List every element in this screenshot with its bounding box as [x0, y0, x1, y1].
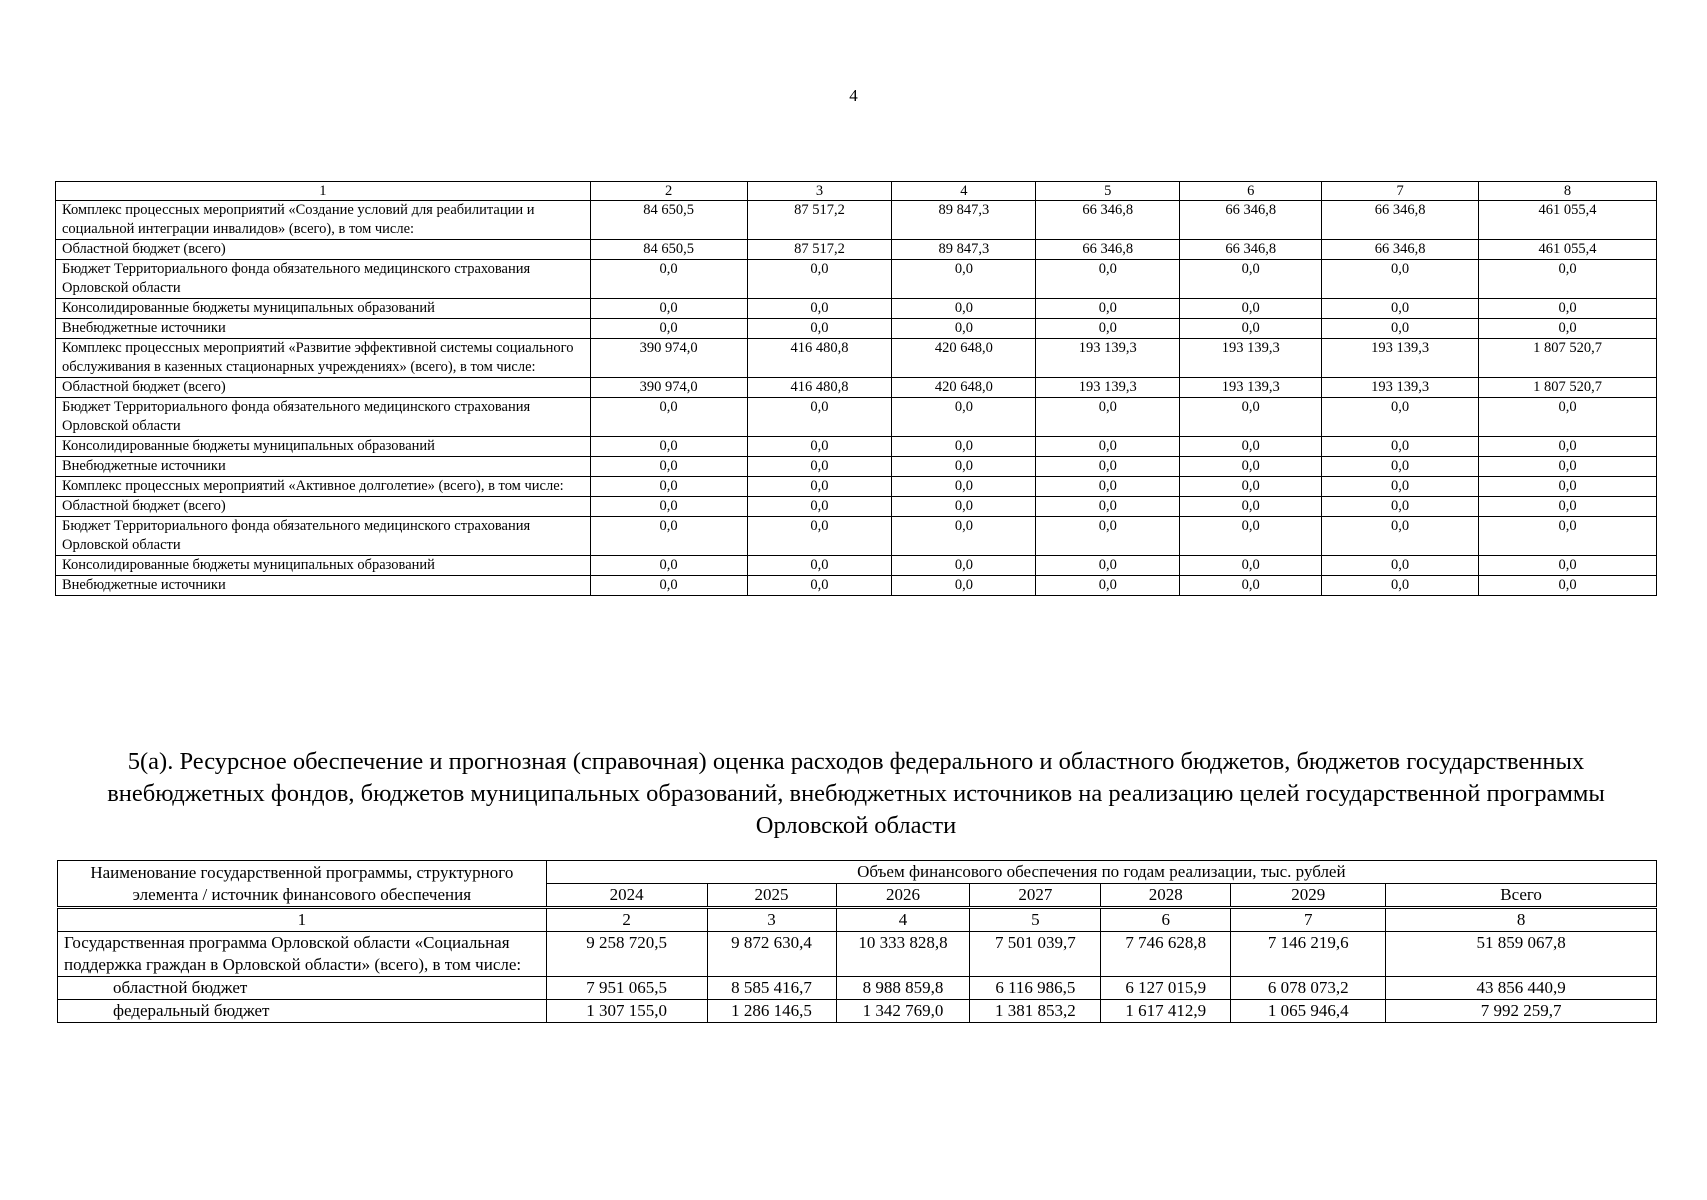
value-cell: 0,0	[892, 457, 1036, 477]
value-cell: 193 139,3	[1322, 339, 1479, 378]
value-cell: 0,0	[892, 477, 1036, 497]
column-number: 3	[707, 908, 836, 932]
value-cell: 0,0	[747, 398, 892, 437]
row-name: Внебюджетные источники	[56, 457, 591, 477]
row-name: Консолидированные бюджеты муниципальных образований	[56, 299, 591, 319]
year-header: 2028	[1101, 884, 1231, 908]
value-cell: 0,0	[747, 556, 892, 576]
value-cell: 0,0	[747, 576, 892, 596]
value-cell: 461 055,4	[1479, 240, 1657, 260]
value-cell: 0,0	[1479, 457, 1657, 477]
value-cell: 0,0	[892, 398, 1036, 437]
table-row	[56, 457, 1657, 477]
table-row	[56, 517, 1657, 556]
value-cell: 0,0	[1322, 497, 1479, 517]
column-number: 2	[546, 908, 707, 932]
value-cell: 0,0	[1479, 576, 1657, 596]
value-cell: 1 617 412,9	[1101, 1000, 1231, 1023]
value-cell: 0,0	[1036, 477, 1180, 497]
value-cell: 0,0	[1180, 299, 1322, 319]
table-row	[56, 260, 1657, 299]
value-cell: 9 872 630,4	[707, 932, 836, 977]
value-cell: 0,0	[1322, 556, 1479, 576]
value-cell: 0,0	[1180, 556, 1322, 576]
column-number: 3	[747, 182, 892, 201]
value-cell: 66 346,8	[1180, 201, 1322, 240]
value-cell: 193 139,3	[1036, 378, 1180, 398]
value-cell: 0,0	[1180, 576, 1322, 596]
value-cell: 0,0	[892, 437, 1036, 457]
value-cell: 461 055,4	[1479, 201, 1657, 240]
value-cell: 6 127 015,9	[1101, 977, 1231, 1000]
table-header-row	[58, 861, 1657, 884]
row-name: Областной бюджет (всего)	[56, 240, 591, 260]
value-cell: 193 139,3	[1036, 339, 1180, 378]
value-cell: 8 988 859,8	[836, 977, 970, 1000]
section-title: 5(а). Ресурсное обеспечение и прогнозная (справочная) оценка расходов федерального и областного бюджетов, бюджетов государственных внебюджетных фондов, бюджетов муниципальных образований, внебюджетных источников на реализацию целей государственной программы Орловской области	[107, 748, 1605, 839]
value-cell: 0,0	[1479, 556, 1657, 576]
value-cell: 0,0	[1479, 497, 1657, 517]
value-cell: 0,0	[1180, 437, 1322, 457]
value-cell: 0,0	[892, 497, 1036, 517]
table-row	[56, 556, 1657, 576]
table-row	[56, 497, 1657, 517]
year-header: 2029	[1231, 884, 1386, 908]
value-cell: 0,0	[747, 457, 892, 477]
value-cell: 0,0	[1322, 576, 1479, 596]
value-cell: 0,0	[1036, 299, 1180, 319]
value-cell: 0,0	[747, 319, 892, 339]
row-name: Внебюджетные источники	[56, 576, 591, 596]
value-cell: 8 585 416,7	[707, 977, 836, 1000]
value-cell: 66 346,8	[1322, 240, 1479, 260]
column-numbers-row	[56, 182, 1657, 201]
table-row	[56, 240, 1657, 260]
value-cell: 0,0	[590, 556, 747, 576]
value-cell: 89 847,3	[892, 201, 1036, 240]
column-number: 5	[970, 908, 1101, 932]
table-row	[58, 1000, 1657, 1023]
value-cell: 9 258 720,5	[546, 932, 707, 977]
value-cell: 0,0	[1036, 576, 1180, 596]
value-cell: 84 650,5	[590, 240, 747, 260]
value-cell: 1 381 853,2	[970, 1000, 1101, 1023]
value-cell: 84 650,5	[590, 201, 747, 240]
value-cell: 0,0	[590, 477, 747, 497]
value-cell: 0,0	[1036, 517, 1180, 556]
year-header: 2025	[707, 884, 836, 908]
year-header: 2027	[970, 884, 1101, 908]
year-header: 2024	[546, 884, 707, 908]
table-row	[56, 299, 1657, 319]
value-cell: 10 333 828,8	[836, 932, 970, 977]
resource-provision-table	[57, 860, 1657, 1023]
table-row	[56, 378, 1657, 398]
value-cell: 0,0	[1479, 437, 1657, 457]
value-cell: 0,0	[747, 477, 892, 497]
table-row	[56, 319, 1657, 339]
value-cell: 0,0	[1322, 260, 1479, 299]
column-number: 6	[1101, 908, 1231, 932]
value-cell: 0,0	[590, 517, 747, 556]
value-cell: 66 346,8	[1180, 240, 1322, 260]
value-cell: 0,0	[892, 556, 1036, 576]
value-cell: 43 856 440,9	[1386, 977, 1657, 1000]
column-number: 8	[1479, 182, 1657, 201]
row-name: Бюджет Территориального фонда обязательного медицинского страхования Орловской области	[56, 398, 591, 437]
value-cell: 66 346,8	[1322, 201, 1479, 240]
value-cell: 0,0	[1479, 260, 1657, 299]
column-numbers-row	[58, 908, 1657, 932]
value-cell: 0,0	[1322, 437, 1479, 457]
table-row	[56, 201, 1657, 240]
table-row	[58, 932, 1657, 977]
value-cell: 7 501 039,7	[970, 932, 1101, 977]
value-cell: 0,0	[1036, 556, 1180, 576]
value-cell: 1 065 946,4	[1231, 1000, 1386, 1023]
value-cell: 0,0	[1479, 477, 1657, 497]
row-name: Комплекс процессных мероприятий «Создание условий для реабилитации и социальной интеграции инвалидов» (всего), в том числе:	[56, 201, 591, 240]
value-cell: 0,0	[1180, 398, 1322, 437]
row-name: Внебюджетные источники	[56, 319, 591, 339]
page-number: 4	[849, 86, 858, 105]
value-cell: 66 346,8	[1036, 240, 1180, 260]
column-number: 7	[1322, 182, 1479, 201]
row-name: Консолидированные бюджеты муниципальных образований	[56, 556, 591, 576]
value-cell: 0,0	[1180, 477, 1322, 497]
value-cell: 0,0	[1180, 497, 1322, 517]
column-number: 4	[892, 182, 1036, 201]
value-cell: 0,0	[892, 319, 1036, 339]
value-cell: 0,0	[1479, 517, 1657, 556]
value-cell: 0,0	[1322, 477, 1479, 497]
value-cell: 1 286 146,5	[707, 1000, 836, 1023]
value-cell: 0,0	[590, 398, 747, 437]
value-cell: 1 307 155,0	[546, 1000, 707, 1023]
column-number: 6	[1180, 182, 1322, 201]
table-row	[56, 339, 1657, 378]
name-column-header: Наименование государственной программы, структурного элемента / источник финансового обеспечения	[58, 861, 547, 908]
value-cell: 0,0	[1036, 457, 1180, 477]
value-cell: 87 517,2	[747, 240, 892, 260]
year-header: 2026	[836, 884, 970, 908]
value-cell: 390 974,0	[590, 339, 747, 378]
value-cell: 0,0	[1479, 398, 1657, 437]
value-cell: 0,0	[590, 260, 747, 299]
row-name: Комплекс процессных мероприятий «Активное долголетие» (всего), в том числе:	[56, 477, 591, 497]
value-cell: 0,0	[1180, 457, 1322, 477]
table-row	[56, 477, 1657, 497]
row-name: Областной бюджет (всего)	[56, 497, 591, 517]
value-cell: 89 847,3	[892, 240, 1036, 260]
value-cell: 0,0	[747, 437, 892, 457]
value-cell: 0,0	[590, 319, 747, 339]
value-cell: 193 139,3	[1180, 378, 1322, 398]
value-cell: 51 859 067,8	[1386, 932, 1657, 977]
value-cell: 87 517,2	[747, 201, 892, 240]
value-cell: 0,0	[1180, 517, 1322, 556]
value-cell: 193 139,3	[1322, 378, 1479, 398]
volume-column-header: Объем финансового обеспечения по годам реализации, тыс. рублей	[546, 861, 1656, 884]
value-cell: 0,0	[1036, 497, 1180, 517]
value-cell: 0,0	[1180, 260, 1322, 299]
value-cell: 7 746 628,8	[1101, 932, 1231, 977]
row-name: федеральный бюджет	[58, 1000, 547, 1023]
value-cell: 0,0	[590, 497, 747, 517]
financing-table-continued	[55, 181, 1657, 596]
year-header: Всего	[1386, 884, 1657, 908]
row-name: Бюджет Территориального фонда обязательного медицинского страхования Орловской области	[56, 517, 591, 556]
value-cell: 0,0	[892, 299, 1036, 319]
value-cell: 7 146 219,6	[1231, 932, 1386, 977]
value-cell: 0,0	[1479, 299, 1657, 319]
value-cell: 390 974,0	[590, 378, 747, 398]
value-cell: 0,0	[1479, 319, 1657, 339]
column-number: 7	[1231, 908, 1386, 932]
column-number: 1	[56, 182, 591, 201]
value-cell: 66 346,8	[1036, 201, 1180, 240]
row-name: Бюджет Территориального фонда обязательного медицинского страхования Орловской области	[56, 260, 591, 299]
value-cell: 420 648,0	[892, 378, 1036, 398]
value-cell: 0,0	[892, 517, 1036, 556]
value-cell: 0,0	[1036, 437, 1180, 457]
value-cell: 7 992 259,7	[1386, 1000, 1657, 1023]
value-cell: 1 807 520,7	[1479, 339, 1657, 378]
value-cell: 0,0	[1322, 517, 1479, 556]
value-cell: 0,0	[590, 299, 747, 319]
value-cell: 416 480,8	[747, 378, 892, 398]
row-name: областной бюджет	[58, 977, 547, 1000]
row-name: Областной бюджет (всего)	[56, 378, 591, 398]
value-cell: 0,0	[747, 517, 892, 556]
value-cell: 0,0	[1322, 299, 1479, 319]
value-cell: 0,0	[1322, 457, 1479, 477]
value-cell: 0,0	[892, 260, 1036, 299]
value-cell: 7 951 065,5	[546, 977, 707, 1000]
value-cell: 0,0	[747, 260, 892, 299]
value-cell: 6 116 986,5	[970, 977, 1101, 1000]
value-cell: 0,0	[1036, 319, 1180, 339]
value-cell: 0,0	[892, 576, 1036, 596]
value-cell: 193 139,3	[1180, 339, 1322, 378]
value-cell: 6 078 073,2	[1231, 977, 1386, 1000]
value-cell: 0,0	[1180, 319, 1322, 339]
table-row	[56, 398, 1657, 437]
value-cell: 0,0	[1322, 398, 1479, 437]
value-cell: 0,0	[747, 299, 892, 319]
value-cell: 0,0	[1036, 260, 1180, 299]
value-cell: 420 648,0	[892, 339, 1036, 378]
value-cell: 0,0	[590, 457, 747, 477]
value-cell: 0,0	[1322, 319, 1479, 339]
column-number: 4	[836, 908, 970, 932]
value-cell: 0,0	[1036, 398, 1180, 437]
value-cell: 0,0	[590, 576, 747, 596]
column-number: 1	[58, 908, 547, 932]
column-number: 8	[1386, 908, 1657, 932]
value-cell: 0,0	[590, 437, 747, 457]
column-number: 2	[590, 182, 747, 201]
row-name: Государственная программа Орловской области «Социальная поддержка граждан в Орловской области» (всего), в том числе:	[58, 932, 547, 977]
table-row	[56, 576, 1657, 596]
column-number: 5	[1036, 182, 1180, 201]
table-row	[56, 437, 1657, 457]
value-cell: 0,0	[747, 497, 892, 517]
value-cell: 1 807 520,7	[1479, 378, 1657, 398]
row-name: Консолидированные бюджеты муниципальных образований	[56, 437, 591, 457]
table-row	[58, 977, 1657, 1000]
row-name: Комплекс процессных мероприятий «Развитие эффективной системы социального обслуживания в казенных стационарных учреждениях» (всего), в том числе:	[56, 339, 591, 378]
value-cell: 416 480,8	[747, 339, 892, 378]
value-cell: 1 342 769,0	[836, 1000, 970, 1023]
